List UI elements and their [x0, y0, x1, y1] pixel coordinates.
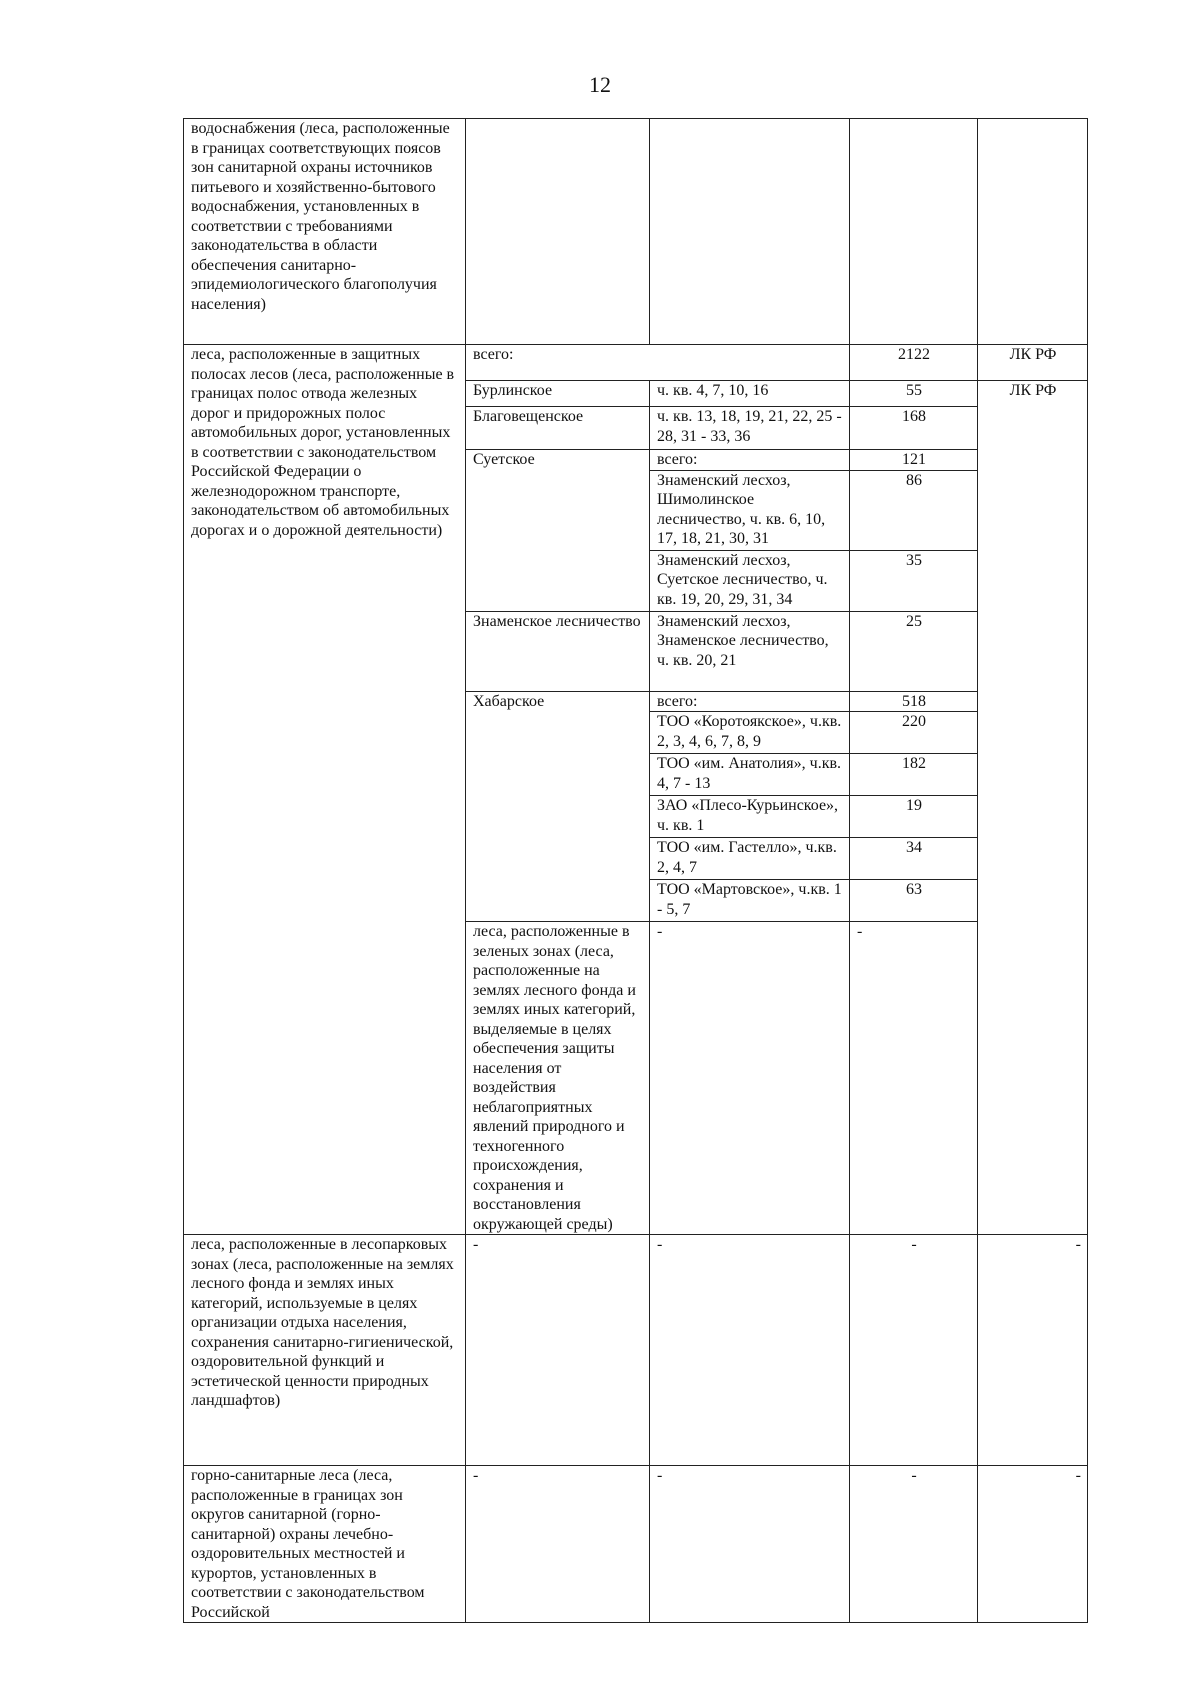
area: 35	[850, 550, 978, 611]
table-row-mountain-sanitary	[184, 1466, 1088, 1623]
quarters: ТОО «им. Гастелло», ч.кв. 2, 4, 7	[650, 838, 850, 880]
table-row-water-supply	[184, 119, 1088, 345]
basis: ЛК РФ	[978, 381, 1088, 1235]
quarters: ТОО «им. Анатолия», ч.кв. 4, 7 - 13	[650, 754, 850, 796]
quarters: ТОО «Коротоякское», ч.кв. 2, 3, 4, 6, 7, 8, 9	[650, 712, 850, 754]
area: 63	[850, 880, 978, 922]
area: 518	[850, 691, 978, 712]
quarters: Знаменский лесхоз, Шимолинское лесничество, ч. кв. 6, 10, 17, 18, 21, 30, 31	[650, 470, 850, 550]
district-name: Хабарское	[466, 691, 650, 922]
table-row-forest-park-zones	[184, 1235, 1088, 1466]
district-name: Суетское	[466, 450, 650, 612]
area: 121	[850, 450, 978, 471]
area: 25	[850, 611, 978, 691]
dash-cell: -	[466, 1466, 650, 1623]
category-label: леса, расположенные в защитных полосах лесов (леса, расположенные в границах полос отвода железных дорог и придорожных полос автомобильных дорог, установленных в соответствии с законодательством Российской Федерации о железнодорожном транспорте, законодательством об автомобильных дорогах и о дорожной деятельности)	[184, 345, 466, 1235]
quarters: Знаменский лесхоз, Знаменское лесничество, ч. кв. 20, 21	[650, 611, 850, 691]
quarters: ЗАО «Плесо-Курьинское», ч. кв. 1	[650, 796, 850, 838]
category-label: леса, расположенные в зеленых зонах (леса, расположенные на землях лесного фонда и землях иных категорий, выделяемые в целях обеспечения защиты населения от воздействия неблагоприятных явлений природного и техногенного происхождения, сохранения и восстановления окружающей среды)	[466, 922, 650, 1235]
table-row-protective-strips-total	[184, 345, 1088, 381]
dash-cell: -	[466, 1235, 650, 1466]
dash-cell: -	[850, 1235, 978, 1466]
dash-cell: -	[650, 1466, 850, 1623]
area: 220	[850, 712, 978, 754]
area: 182	[850, 754, 978, 796]
quarters: всего:	[650, 450, 850, 471]
dash-cell: -	[850, 922, 978, 1235]
forest-table	[183, 118, 1088, 1623]
district-name: Знаменское лесничество	[466, 611, 650, 691]
total-basis: ЛК РФ	[978, 345, 1088, 381]
quarters: Знаменский лесхоз, Суетское лесничество, ч. кв. 19, 20, 29, 31, 34	[650, 550, 850, 611]
area: 34	[850, 838, 978, 880]
total-area: 2122	[850, 345, 978, 381]
dash-cell: -	[850, 1466, 978, 1623]
dash-cell: -	[650, 1235, 850, 1466]
dash-cell: -	[978, 1466, 1088, 1623]
district-name: Бурлинское	[466, 381, 650, 407]
area: 19	[850, 796, 978, 838]
quarters: всего:	[650, 691, 850, 712]
page-number: 12	[589, 72, 611, 97]
dash-cell: -	[978, 1235, 1088, 1466]
quarters: ч. кв. 13, 18, 19, 21, 22, 25 - 28, 31 - 33, 36	[650, 407, 850, 450]
quarters: ТОО «Мартовское», ч.кв. 1 - 5, 7	[650, 880, 850, 922]
quarters: ч. кв. 4, 7, 10, 16	[650, 381, 850, 407]
area: 168	[850, 407, 978, 450]
category-label: горно-санитарные леса (леса, расположенные в границах зон округов санитарной (горно-санитарной) охраны лечебно-оздоровительных местностей и курортов, установленных в соответствии с законодательством Российской	[184, 1466, 466, 1623]
area: 86	[850, 470, 978, 550]
district-name: Благовещенское	[466, 407, 650, 450]
category-label: леса, расположенные в лесопарковых зонах (леса, расположенные на землях лесного фонда и землях иных категорий, используемые в целях организации отдыха населения, сохранения санитарно-гигиенической, оздоровительной функций и эстетической ценности природных ландшафтов)	[184, 1235, 466, 1466]
total-label: всего:	[466, 345, 850, 381]
area: 55	[850, 381, 978, 407]
dash-cell: -	[650, 922, 850, 1235]
category-label: водоснабжения (леса, расположенные в границах соответствующих поясов зон санитарной охраны источников питьевого и хозяйственно-бытового водоснабжения, установленных в соответствии с требованиями законодательства в области обеспечения санитарно-эпидемиологического благополучия населения)	[184, 119, 466, 345]
